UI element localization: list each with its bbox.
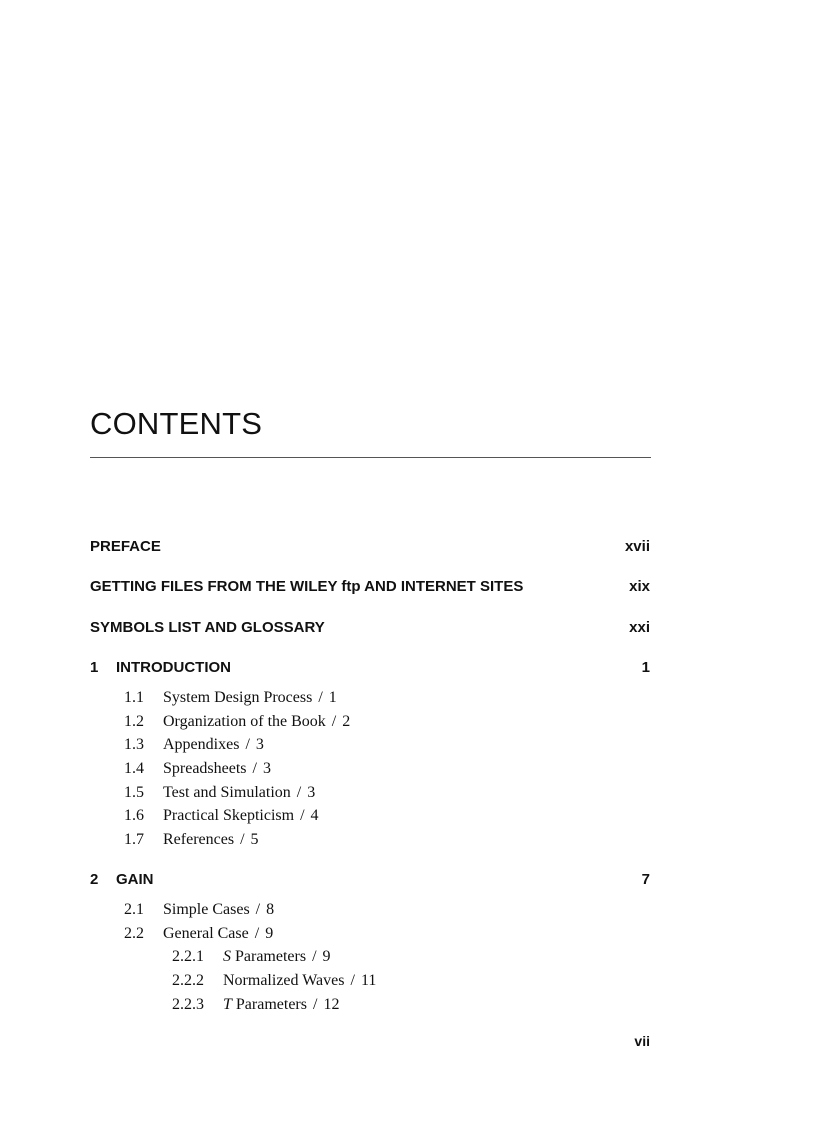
- toc-section[interactable]: [124, 733, 644, 757]
- section-title: References: [163, 831, 235, 849]
- chapter-1-sections: [124, 686, 644, 852]
- toc-section[interactable]: [124, 781, 644, 805]
- page-number: vii: [634, 1033, 650, 1049]
- toc-section[interactable]: [124, 757, 644, 781]
- toc-subsection[interactable]: [124, 969, 644, 993]
- section-number: 1.7: [124, 831, 144, 849]
- toc-entry-page: xvii: [624, 538, 650, 555]
- subsection-symbol: S: [223, 948, 231, 966]
- section-title: General Case: [163, 924, 249, 942]
- toc-section[interactable]: [124, 686, 644, 710]
- page-separator: /: [300, 807, 305, 825]
- section-page: 3: [307, 783, 316, 801]
- section-number: 1.1: [124, 689, 144, 706]
- section-page: 5: [250, 831, 259, 849]
- section-page: 3: [262, 760, 271, 778]
- page-separator: /: [350, 972, 355, 990]
- toc-entry-title: SYMBOLS LIST AND GLOSSARY: [90, 619, 325, 636]
- section-number: 1.5: [124, 783, 144, 801]
- page-separator: /: [312, 995, 318, 1013]
- toc-chapter-2[interactable]: [90, 869, 650, 891]
- chapter-page: 7: [641, 871, 650, 888]
- section-title: Spreadsheets: [163, 760, 247, 778]
- page-separator: /: [255, 901, 261, 918]
- subsection-page: 12: [323, 995, 340, 1013]
- subsection-title: Normalized Waves: [223, 972, 345, 990]
- subsection-title: Parameters: [235, 995, 307, 1013]
- section-page: 1: [328, 689, 337, 706]
- page-separator: /: [331, 712, 337, 730]
- toc-entry-getting-files[interactable]: [90, 576, 650, 598]
- subsection-number: 2.2.2: [172, 972, 204, 990]
- subsection-page: 11: [360, 972, 377, 990]
- section-number: 1.2: [124, 712, 144, 730]
- page-separator: /: [240, 831, 245, 849]
- toc-section[interactable]: [124, 922, 644, 946]
- page-separator: /: [254, 924, 260, 942]
- toc-entry-preface[interactable]: [90, 536, 650, 558]
- section-page: 9: [265, 924, 274, 942]
- toc-entry-title: PREFACE: [90, 538, 161, 555]
- chapter-title: GAIN: [116, 871, 154, 888]
- section-title: Practical Skepticism: [163, 807, 295, 825]
- subsection-number: 2.2.1: [172, 948, 204, 966]
- section-number: 1.3: [124, 736, 144, 754]
- section-number: 2.2: [124, 924, 144, 942]
- toc-chapter-1[interactable]: [90, 657, 650, 679]
- section-page: 2: [342, 712, 351, 730]
- toc-section[interactable]: [124, 710, 644, 734]
- section-page: 4: [310, 807, 319, 825]
- toc-entry-title: GETTING FILES FROM THE WILEY ftp AND INTERNET SITES: [90, 578, 524, 595]
- chapter-2-sections: [124, 898, 644, 1016]
- chapter-number: 1: [90, 659, 99, 676]
- page-separator: /: [252, 760, 257, 778]
- section-title: Appendixes: [163, 736, 240, 754]
- subsection-number: 2.2.3: [172, 995, 204, 1013]
- section-number: 1.6: [124, 807, 144, 825]
- section-page: 3: [255, 736, 264, 754]
- page-separator: /: [318, 689, 323, 706]
- section-title: Simple Cases: [163, 901, 250, 918]
- toc-subsection[interactable]: [124, 945, 644, 969]
- chapter-number: 2: [90, 871, 99, 888]
- page-separator: /: [245, 736, 250, 754]
- toc-section[interactable]: [124, 828, 644, 852]
- page-separator: /: [296, 783, 302, 801]
- subsection-title: Parameters: [235, 948, 307, 966]
- subsection-symbol: T: [223, 995, 232, 1013]
- page-title: CONTENTS: [90, 406, 263, 441]
- toc-entry-symbols-list[interactable]: [90, 617, 650, 639]
- section-title: System Design Process: [163, 689, 313, 706]
- toc-subsection[interactable]: [124, 993, 644, 1017]
- title-rule: [90, 457, 651, 458]
- section-number: 2.1: [124, 901, 144, 918]
- section-number: 1.4: [124, 760, 144, 778]
- section-title: Organization of the Book: [163, 712, 326, 730]
- chapter-page: 1: [641, 659, 650, 676]
- subsection-page: 9: [322, 948, 331, 966]
- toc-section[interactable]: [124, 804, 644, 828]
- toc-entry-page: xxi: [629, 619, 650, 636]
- toc-entry-page: xix: [629, 578, 650, 595]
- page-separator: /: [312, 948, 317, 966]
- chapter-title: INTRODUCTION: [116, 659, 231, 676]
- section-title: Test and Simulation: [163, 783, 291, 801]
- section-page: 8: [266, 901, 275, 918]
- toc-section[interactable]: [124, 898, 644, 922]
